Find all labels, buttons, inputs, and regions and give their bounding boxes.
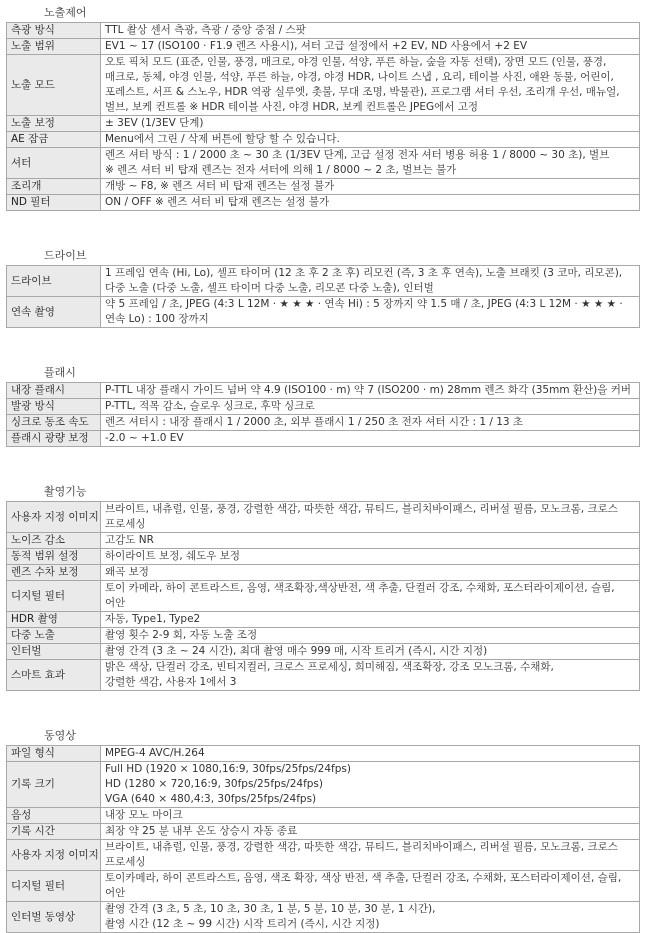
spec-value <box>101 383 640 399</box>
spec-label: 노출 보정 <box>7 116 101 132</box>
spec-value-line: 최장 약 25 분 내부 온도 상승시 자동 종료 <box>105 825 298 837</box>
spec-label: ND 필터 <box>7 195 101 211</box>
spec-value-line: 토이 카메라, 하이 콘트라스트, 음영, 색조확장,색상반전, 색 추출, 단컬러 강조, 수채화, 포스터라이제이션, 슬림, 어안 <box>105 582 615 609</box>
spec-value <box>101 415 640 431</box>
spec-label: 다중 노출 <box>7 628 101 644</box>
spec-value <box>101 55 640 116</box>
spec-row <box>7 871 640 902</box>
section-title: 동영상 <box>44 729 76 742</box>
spec-value-line: 브라이트, 내츄럴, 인물, 풍경, 강렬한 색감, 따뜻한 색감, 뮤티드, 블리치바이패스, 리버설 필름, 모노크롬, 크로스 프로세싱 <box>105 503 618 530</box>
spec-label: 디지털 필터 <box>7 581 101 612</box>
spec-value-line: 왜곡 보정 <box>105 566 149 578</box>
spec-row <box>7 581 640 612</box>
spec-row <box>7 116 640 132</box>
spec-value <box>101 23 640 39</box>
spec-row <box>7 399 640 415</box>
spec-value-line: TTL 촬상 센서 측광, 측광 / 중앙 중점 / 스팟 <box>105 24 306 36</box>
spec-label: 노이즈 감소 <box>7 533 101 549</box>
spec-row <box>7 840 640 871</box>
spec-label: AE 잠금 <box>7 132 101 148</box>
spec-value-line: MPEG-4 AVC/H.264 <box>105 747 205 759</box>
spec-value <box>101 824 640 840</box>
spec-section <box>6 4 640 211</box>
spec-section <box>6 364 640 447</box>
spec-label: 측광 방식 <box>7 23 101 39</box>
spec-value-line: 렌즈 셔터시 : 내장 플래시 1 / 2000 초, 외부 플래시 1 / 250 초 전자 셔터 시간 : 1 / 13 초 <box>105 416 524 428</box>
spec-row <box>7 431 640 447</box>
spec-table <box>6 22 640 211</box>
spec-value <box>101 266 640 297</box>
spec-row <box>7 148 640 179</box>
spec-value-line: P-TTL, 적목 감소, 슬로우 싱크로, 후막 싱크로 <box>105 400 315 412</box>
spec-row <box>7 132 640 148</box>
spec-value-line: 내장 모노 마이크 <box>105 809 183 821</box>
spec-value-line: 촬영 간격 (3 초, 5 초, 10 초, 30 초, 1 분, 5 분, 10 분, 30 분, 1 시간), <box>105 903 436 915</box>
spec-table <box>6 265 640 328</box>
spec-row <box>7 415 640 431</box>
spec-row <box>7 628 640 644</box>
spec-label: HDR 촬영 <box>7 612 101 628</box>
spec-value-line: 촬영 횟수 2-9 회, 자동 노출 조정 <box>105 629 258 641</box>
spec-value-line: -2.0 ~ +1.0 EV <box>105 432 184 444</box>
spec-row <box>7 502 640 533</box>
spec-value-line: 밝은 색상, 단컬러 강조, 빈티지컬러, 크로스 프로세싱, 희미해짐, 색조확장, 강조 모노크롬, 수채화, <box>105 661 554 673</box>
spec-row <box>7 612 640 628</box>
spec-value <box>101 660 640 691</box>
spec-value <box>101 612 640 628</box>
spec-value-line: 렌즈 셔터 방식 : 1 / 2000 초 ~ 30 초 (1/3EV 단계, 고급 설정 전자 셔터 병용 허용 1 / 8000 ~ 30 초), 벌브 <box>105 149 610 161</box>
section-title: 노출제어 <box>44 6 87 19</box>
spec-value-line: ± 3EV (1/3EV 단계) <box>105 117 204 129</box>
spec-table <box>6 745 640 933</box>
spec-label: 인터벌 <box>7 644 101 660</box>
spec-value <box>101 502 640 533</box>
spec-label: 음성 <box>7 808 101 824</box>
spec-value <box>101 871 640 902</box>
spec-value-line: P-TTL 내장 플래시 가이드 넘버 약 4.9 (ISO100 · m) 약 7 (ISO200 · m) 28mm 렌즈 화각 (35mm 환산)을 커버 <box>105 384 632 396</box>
spec-value <box>101 581 640 612</box>
spec-value <box>101 431 640 447</box>
spec-value <box>101 840 640 871</box>
spec-label: 사용자 지정 이미지 <box>7 840 101 871</box>
spec-label: 드라이브 <box>7 266 101 297</box>
spec-value-line: ※ 렌즈 셔터 비 탑재 렌즈는 전자 셔터에 의해 1 / 8000 ~ 2 초, 벌브는 불가 <box>105 164 457 176</box>
spec-value <box>101 39 640 55</box>
spec-row <box>7 297 640 328</box>
spec-value-line: Full HD (1920 × 1080,16:9, 30fps/25fps/24fps) <box>105 763 351 775</box>
spec-row <box>7 808 640 824</box>
spec-value <box>101 399 640 415</box>
spec-value-line: 하이라이트 보정, 쉐도우 보정 <box>105 550 241 562</box>
spec-label: 디지털 필터 <box>7 871 101 902</box>
spec-value <box>101 116 640 132</box>
spec-row <box>7 762 640 808</box>
spec-label: 파일 형식 <box>7 746 101 762</box>
spec-value <box>101 762 640 808</box>
spec-label: 발광 방식 <box>7 399 101 415</box>
spec-row <box>7 746 640 762</box>
spec-label: 인터벌 동영상 <box>7 902 101 933</box>
spec-label: 기록 시간 <box>7 824 101 840</box>
spec-value <box>101 628 640 644</box>
spec-section <box>6 483 640 691</box>
spec-row <box>7 902 640 933</box>
section-title: 드라이브 <box>44 249 87 262</box>
spec-row <box>7 179 640 195</box>
spec-value <box>101 179 640 195</box>
spec-label: 싱크로 동조 속도 <box>7 415 101 431</box>
section-title: 촬영기능 <box>44 485 87 498</box>
spec-value-line: VGA (640 × 480,4:3, 30fps/25fps/24fps) <box>105 793 317 805</box>
spec-value <box>101 644 640 660</box>
spec-row <box>7 39 640 55</box>
spec-value <box>101 746 640 762</box>
spec-value-line: 브라이트, 내츄럴, 인물, 풍경, 강렬한 색감, 따뜻한 색감, 뮤티드, 블리치바이패스, 리버설 필름, 모노크롬, 크로스 프로세싱 <box>105 841 618 868</box>
spec-value-line: 촬영 시간 (12 초 ~ 99 시간) 시작 트리거 (즉시, 시간 지정) <box>105 918 380 930</box>
spec-value-line: 토이카메라, 하이 콘트라스트, 음영, 색조 확장, 색상 반전, 색 추출, 단컬러 강조, 수채화, 포스터라이제이션, 슬림, 어안 <box>105 872 622 899</box>
spec-label: 기록 크기 <box>7 762 101 808</box>
spec-row <box>7 23 640 39</box>
section-title: 플래시 <box>44 366 76 379</box>
spec-label: 스마트 효과 <box>7 660 101 691</box>
spec-label: 내장 플래시 <box>7 383 101 399</box>
spec-row <box>7 533 640 549</box>
spec-table <box>6 501 640 691</box>
spec-table <box>6 382 640 447</box>
spec-value <box>101 549 640 565</box>
spec-value-line: 자동, Type1, Type2 <box>105 613 201 625</box>
spec-value <box>101 902 640 933</box>
spec-section <box>6 247 640 328</box>
spec-row <box>7 55 640 116</box>
spec-value-line: 개방 ~ F8, ※ 렌즈 셔터 비 탑재 렌즈는 설정 불가 <box>105 180 335 192</box>
spec-value <box>101 533 640 549</box>
spec-value <box>101 565 640 581</box>
spec-label: 노출 모드 <box>7 55 101 116</box>
spec-value-line: 약 5 프레임 / 초, JPEG (4:3 L 12M · ★ ★ ★ · 연속 Hi) : 5 장까지 약 1.5 매 / 초, JPEG (4:3 L 12M · ★ ★ ★ · 연속 Lo) : 100 장까지 <box>105 298 623 325</box>
spec-value-line: Menu에서 그린 / 삭제 버튼에 할당 할 수 있습니다. <box>105 133 340 145</box>
spec-row <box>7 565 640 581</box>
spec-value-line: 강렬한 색감, 사용자 1에서 3 <box>105 676 237 688</box>
spec-label: 노출 범위 <box>7 39 101 55</box>
spec-value <box>101 148 640 179</box>
spec-row <box>7 266 640 297</box>
spec-label: 조리개 <box>7 179 101 195</box>
spec-label: 연속 촬영 <box>7 297 101 328</box>
spec-section <box>6 727 640 933</box>
spec-value <box>101 132 640 148</box>
spec-label: 셔터 <box>7 148 101 179</box>
spec-value <box>101 297 640 328</box>
spec-value <box>101 808 640 824</box>
spec-label: 동적 범위 설정 <box>7 549 101 565</box>
spec-value-line: ON / OFF ※ 렌즈 셔터 비 탑재 렌즈는 설정 불가 <box>105 196 330 208</box>
spec-label: 렌즈 수차 보정 <box>7 565 101 581</box>
spec-row <box>7 383 640 399</box>
spec-label: 플래시 광량 보정 <box>7 431 101 447</box>
spec-row <box>7 195 640 211</box>
spec-row <box>7 549 640 565</box>
spec-value-line: 고감도 NR <box>105 534 154 546</box>
spec-value-line: 오토 픽처 모드 (표준, 인물, 풍경, 매크로, 야경 인물, 석양, 푸른 하늘, 숲을 자동 선택), 장면 모드 (인물, 풍경, 매크로, 동체, 야경 인물, 석양, 푸른 하늘, 야경, 야경 HDR, 나이트 스냅 , 요리, 테이블 사진, 애완 동물, 어린이, 포레스트, 서프 & 스노우, HDR 역광 실루엣, 촛불, 무대 조명, 박물관), 프로그램 셔터 우선, 조리개 우선, 매뉴얼, 벌브, 보케 컨트롤 ※ HDR 테이블 사진, 야경 HDR, 보케 컨트롤은 JPEG에서 고정 <box>105 56 620 113</box>
spec-value-line: 1 프레임 연속 (Hi, Lo), 셀프 타이머 (12 초 후 2 초 후) 리모컨 (즉, 3 초 후 연속), 노출 브래킷 (3 코마, 리모콘), 다중 노출 (다중 노출, 셀프 타이머 다중 노출, 리모콘 다중 노출), 인터벌 <box>105 267 623 294</box>
spec-row <box>7 644 640 660</box>
spec-value-line: 촬영 간격 (3 초 ~ 24 시간), 최대 촬영 매수 999 매, 시작 트리거 (즉시, 시간 지정) <box>105 645 488 657</box>
spec-value-line: EV1 ~ 17 (ISO100 · F1.9 렌즈 사용시), 셔터 고급 설정에서 +2 EV, ND 사용에서 +2 EV <box>105 40 528 52</box>
spec-row <box>7 660 640 691</box>
spec-row <box>7 824 640 840</box>
spec-value-line: HD (1280 × 720,16:9, 30fps/25fps/24fps) <box>105 778 323 790</box>
spec-value <box>101 195 640 211</box>
spec-label: 사용자 지정 이미지 <box>7 502 101 533</box>
